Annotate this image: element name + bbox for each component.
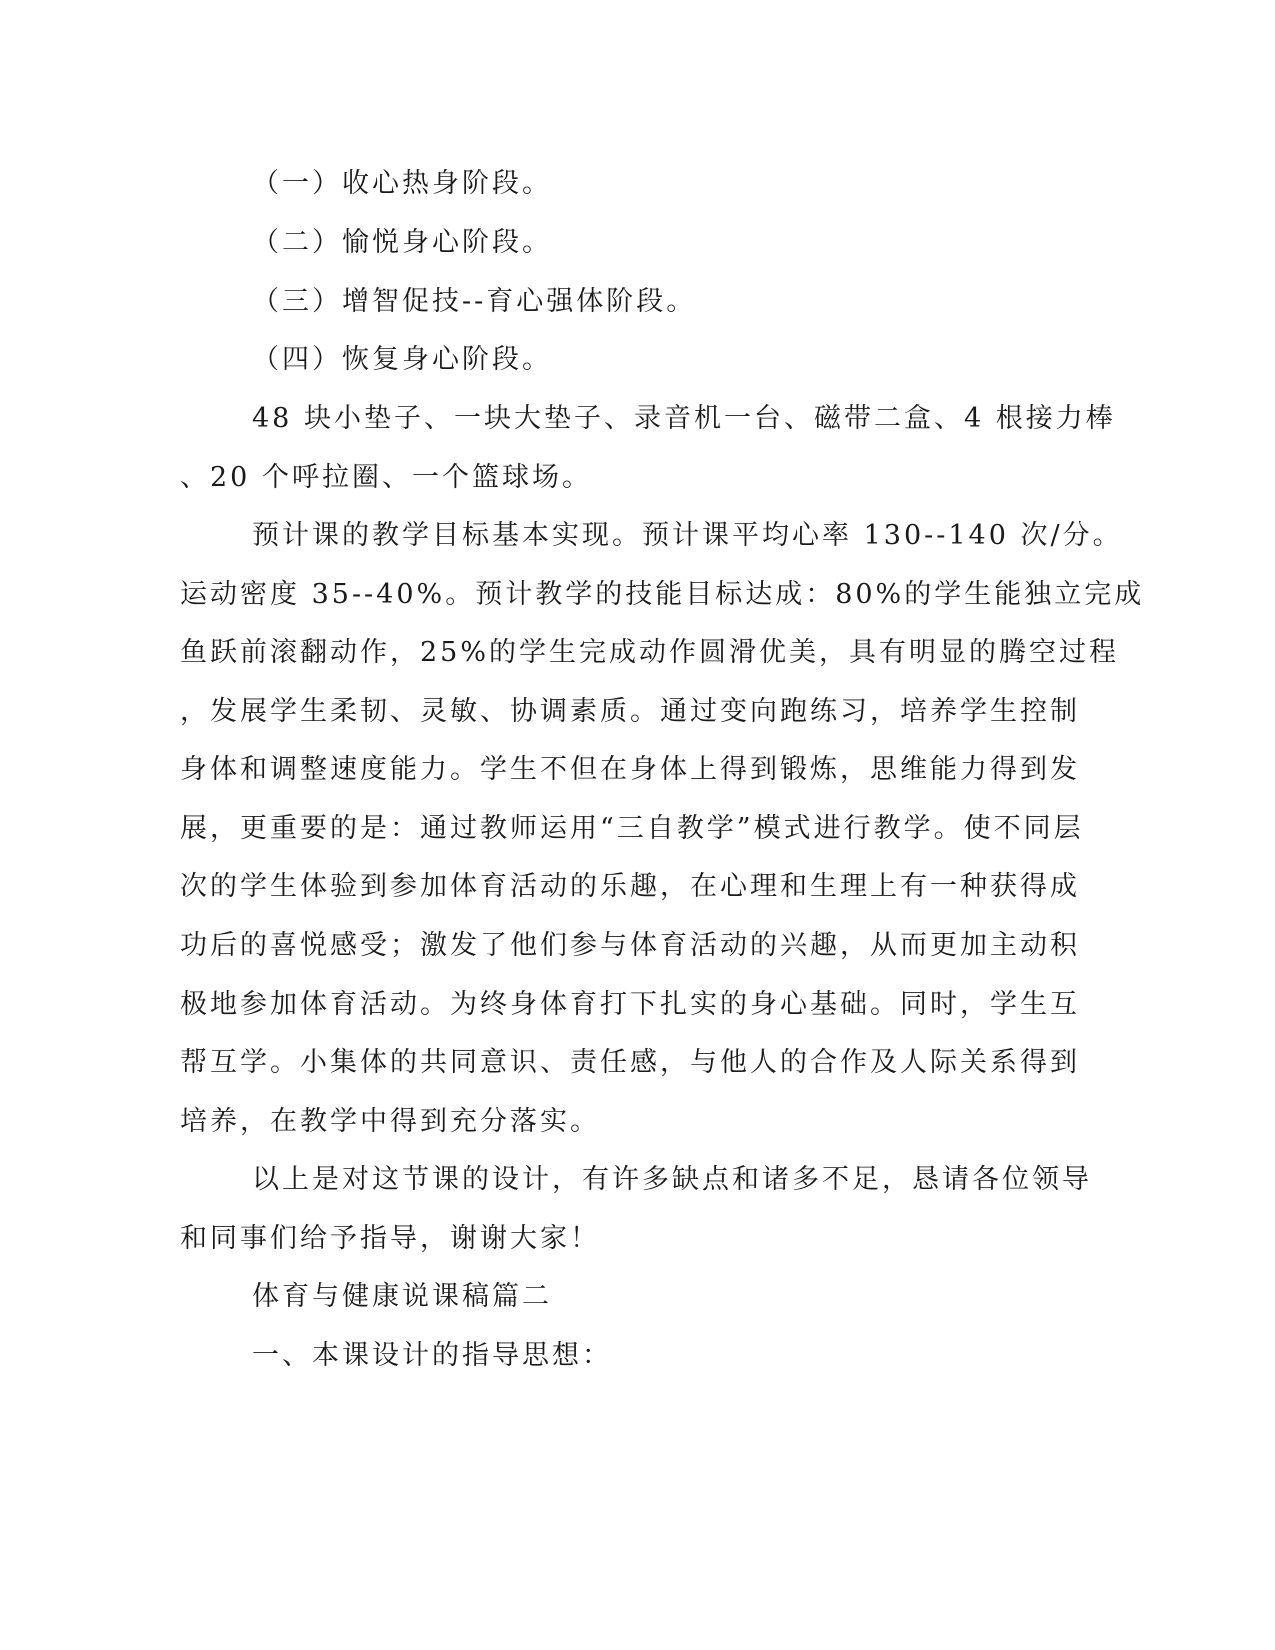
subsection-heading: 一、本课设计的指导思想：: [252, 1340, 612, 1371]
text-line: 以上是对这节课的设计，有许多缺点和诸多不足，恳请各位领导: [252, 1164, 1092, 1195]
text-line: 和同事们给予指导，谢谢大家！: [180, 1223, 600, 1254]
text-line: 鱼跃前滚翻动作，25%的学生完成动作圆滑优美，具有明显的腾空过程: [180, 637, 1120, 668]
text-line: （四）恢复身心阶段。: [252, 344, 552, 375]
text-line: 培养，在教学中得到充分落实。: [180, 1106, 600, 1137]
text-line: 极地参加体育活动。为终身体育打下扎实的身心基础。同时，学生互: [180, 989, 1080, 1020]
text-line: 、20 个呼拉圈、一个篮球场。: [180, 462, 592, 493]
text-line: 身体和调整速度能力。学生不但在身体上得到锻炼，思维能力得到发: [180, 754, 1080, 785]
section-heading: 体育与健康说课稿篇二: [252, 1281, 552, 1312]
text-line: 运动密度 35--40%。预计教学的技能目标达成：80%的学生能独立完成: [180, 579, 1145, 610]
text-line: （三）增智促技--育心强体阶段。: [252, 286, 697, 317]
text-line: 预计课的教学目标基本实现。预计课平均心率 130--140 次/分。: [252, 520, 1123, 551]
text-line: 48 块小垫子、一块大垫子、录音机一台、磁带二盒、4 根接力棒: [252, 403, 1116, 434]
text-line: （一）收心热身阶段。: [252, 168, 552, 199]
text-line: （二）愉悦身心阶段。: [252, 227, 552, 258]
text-line: 功后的喜悦感受；激发了他们参与体育活动的兴趣，从而更加主动积: [180, 930, 1080, 961]
text-line: 次的学生体验到参加体育活动的乐趣，在心理和生理上有一种获得成: [180, 871, 1080, 902]
text-line: ，发展学生柔韧、灵敏、协调素质。通过变向跑练习，培养学生控制: [180, 696, 1080, 727]
text-line: 帮互学。小集体的共同意识、责任感，与他人的合作及人际关系得到: [180, 1047, 1080, 1078]
text-line: 展，更重要的是：通过教师运用“三自教学”模式进行教学。使不同层: [180, 813, 1084, 844]
